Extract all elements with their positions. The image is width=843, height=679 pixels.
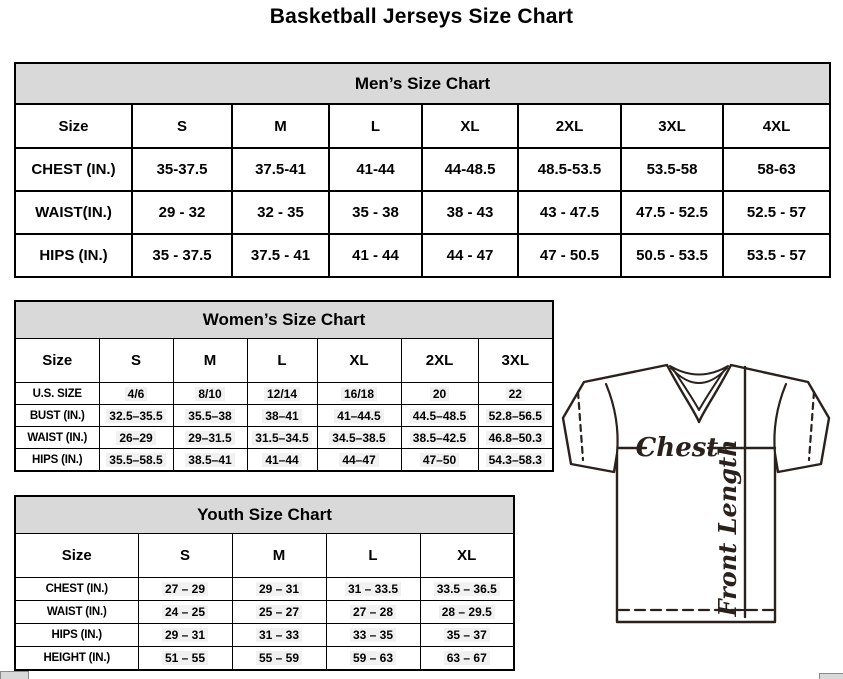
size-value: 31 – 33 xyxy=(232,624,326,647)
size-value: 41–44 xyxy=(247,449,317,472)
col-header: M xyxy=(232,534,326,578)
col-header: XL xyxy=(422,104,518,148)
mens-chest-row xyxy=(15,148,830,191)
womens-size-chart-table xyxy=(14,300,554,472)
size-value: 16/18 xyxy=(317,383,401,405)
mens-size-chart-table xyxy=(14,62,831,278)
size-value: 54.3–58.3 xyxy=(478,449,553,472)
size-value: 12/14 xyxy=(247,383,317,405)
size-value: 35 – 37 xyxy=(420,624,514,647)
size-value: 52.5 - 57 xyxy=(723,191,830,234)
page-title: Basketball Jerseys Size Chart xyxy=(269,5,574,28)
size-value: 47 - 50.5 xyxy=(518,234,621,277)
youth-size-header-row xyxy=(15,534,514,578)
size-value: 48.5-53.5 xyxy=(518,148,621,191)
col-header: Size xyxy=(15,534,138,578)
row-label: WAIST(IN.) xyxy=(15,191,132,234)
youth-size-chart-table xyxy=(14,495,515,671)
col-header: XL xyxy=(420,534,514,578)
size-value: 38–41 xyxy=(247,405,317,427)
size-value: 8/10 xyxy=(173,383,247,405)
size-value: 44 - 47 xyxy=(422,234,518,277)
mens-waist-row xyxy=(15,191,830,234)
col-header: Size xyxy=(15,104,132,148)
size-value: 4/6 xyxy=(99,383,173,405)
front-length-label: Front Length xyxy=(713,439,742,617)
size-value: 53.5-58 xyxy=(621,148,723,191)
size-value: 38 - 43 xyxy=(422,191,518,234)
col-header: S xyxy=(138,534,232,578)
size-value: 29 - 32 xyxy=(132,191,232,234)
womens-hips-row xyxy=(15,449,553,472)
size-value: 29–31.5 xyxy=(173,427,247,449)
col-header: 2XL xyxy=(518,104,621,148)
size-value: 34.5–38.5 xyxy=(317,427,401,449)
col-header: Size xyxy=(15,339,99,383)
col-header: 2XL xyxy=(401,339,478,383)
womens-bust-row xyxy=(15,405,553,427)
col-header: 4XL xyxy=(723,104,830,148)
size-value: 44–47 xyxy=(317,449,401,472)
size-value: 33.5 – 36.5 xyxy=(420,578,514,601)
col-header: S xyxy=(132,104,232,148)
size-value: 63 – 67 xyxy=(420,647,514,671)
cutoff-fragment-left xyxy=(0,671,29,679)
mens-table-title: Men’s Size Chart xyxy=(15,63,830,104)
jersey-measurement-diagram xyxy=(556,356,843,666)
size-value: 32 - 35 xyxy=(232,191,329,234)
size-value: 29 – 31 xyxy=(232,578,326,601)
size-value: 53.5 - 57 xyxy=(723,234,830,277)
youth-chest-row xyxy=(15,578,514,601)
size-value: 46.8–50.3 xyxy=(478,427,553,449)
size-value: 35-37.5 xyxy=(132,148,232,191)
row-label: HIPS (IN.) xyxy=(15,624,138,647)
col-header: L xyxy=(326,534,420,578)
youth-hips-row xyxy=(15,624,514,647)
size-value: 47.5 - 52.5 xyxy=(621,191,723,234)
col-header: XL xyxy=(317,339,401,383)
row-label: HIPS (IN.) xyxy=(15,234,132,277)
size-value: 52.8–56.5 xyxy=(478,405,553,427)
size-value: 22 xyxy=(478,383,553,405)
size-value: 59 – 63 xyxy=(326,647,420,671)
size-value: 27 – 28 xyxy=(326,601,420,624)
size-value: 20 xyxy=(401,383,478,405)
row-label: CHEST (IN.) xyxy=(15,578,138,601)
size-value: 33 – 35 xyxy=(326,624,420,647)
youth-table-header-band xyxy=(15,496,514,534)
youth-height-row xyxy=(15,647,514,671)
size-value: 32.5–35.5 xyxy=(99,405,173,427)
col-header: L xyxy=(329,104,422,148)
cutoff-fragment-right xyxy=(819,673,843,679)
row-label: CHEST (IN.) xyxy=(15,148,132,191)
size-value: 44-48.5 xyxy=(422,148,518,191)
size-value: 35.5–38 xyxy=(173,405,247,427)
col-header: S xyxy=(99,339,173,383)
size-value: 35 - 38 xyxy=(329,191,422,234)
size-value: 44.5–48.5 xyxy=(401,405,478,427)
size-value: 35 - 37.5 xyxy=(132,234,232,277)
col-header: 3XL xyxy=(621,104,723,148)
size-value: 41-44 xyxy=(329,148,422,191)
womens-us-size-row xyxy=(15,383,553,405)
womens-table-header-band xyxy=(15,301,553,339)
chest-label: Chest xyxy=(635,433,719,463)
size-value: 29 – 31 xyxy=(138,624,232,647)
row-label: HIPS (IN.) xyxy=(15,449,99,472)
col-header: 3XL xyxy=(478,339,553,383)
youth-table-title: Youth Size Chart xyxy=(15,496,514,534)
womens-table-title: Women’s Size Chart xyxy=(15,301,553,339)
womens-size-header-row xyxy=(15,339,553,383)
size-value: 25 – 27 xyxy=(232,601,326,624)
size-value: 31 – 33.5 xyxy=(326,578,420,601)
size-value: 55 – 59 xyxy=(232,647,326,671)
size-value: 37.5 - 41 xyxy=(232,234,329,277)
left-sleeve-dashed-line xyxy=(578,392,583,460)
mens-table-header-band xyxy=(15,63,830,104)
size-value: 38.5–41 xyxy=(173,449,247,472)
row-label: WAIST (IN.) xyxy=(15,601,138,624)
size-value: 58-63 xyxy=(723,148,830,191)
size-value: 41–44.5 xyxy=(317,405,401,427)
row-label: U.S. SIZE xyxy=(15,383,99,405)
row-label: BUST (IN.) xyxy=(15,405,99,427)
size-value: 31.5–34.5 xyxy=(247,427,317,449)
size-value: 35.5–58.5 xyxy=(99,449,173,472)
col-header: M xyxy=(173,339,247,383)
size-value: 24 – 25 xyxy=(138,601,232,624)
size-value: 47–50 xyxy=(401,449,478,472)
right-sleeve-dashed-line xyxy=(809,392,814,460)
mens-size-header-row xyxy=(15,104,830,148)
col-header: L xyxy=(247,339,317,383)
right-armhole-seam xyxy=(774,384,786,454)
youth-waist-row xyxy=(15,601,514,624)
left-armhole-seam xyxy=(606,384,618,454)
size-value: 38.5–42.5 xyxy=(401,427,478,449)
row-label: WAIST (IN.) xyxy=(15,427,99,449)
mens-hips-row xyxy=(15,234,830,277)
size-value: 37.5-41 xyxy=(232,148,329,191)
size-value: 51 – 55 xyxy=(138,647,232,671)
womens-waist-row xyxy=(15,427,553,449)
size-value: 27 – 29 xyxy=(138,578,232,601)
size-value: 50.5 - 53.5 xyxy=(621,234,723,277)
size-value: 43 - 47.5 xyxy=(518,191,621,234)
size-value: 41 - 44 xyxy=(329,234,422,277)
row-label: HEIGHT (IN.) xyxy=(15,647,138,671)
collar-back-arc-1 xyxy=(670,366,728,375)
col-header: M xyxy=(232,104,329,148)
size-value: 26–29 xyxy=(99,427,173,449)
size-value: 28 – 29.5 xyxy=(420,601,514,624)
